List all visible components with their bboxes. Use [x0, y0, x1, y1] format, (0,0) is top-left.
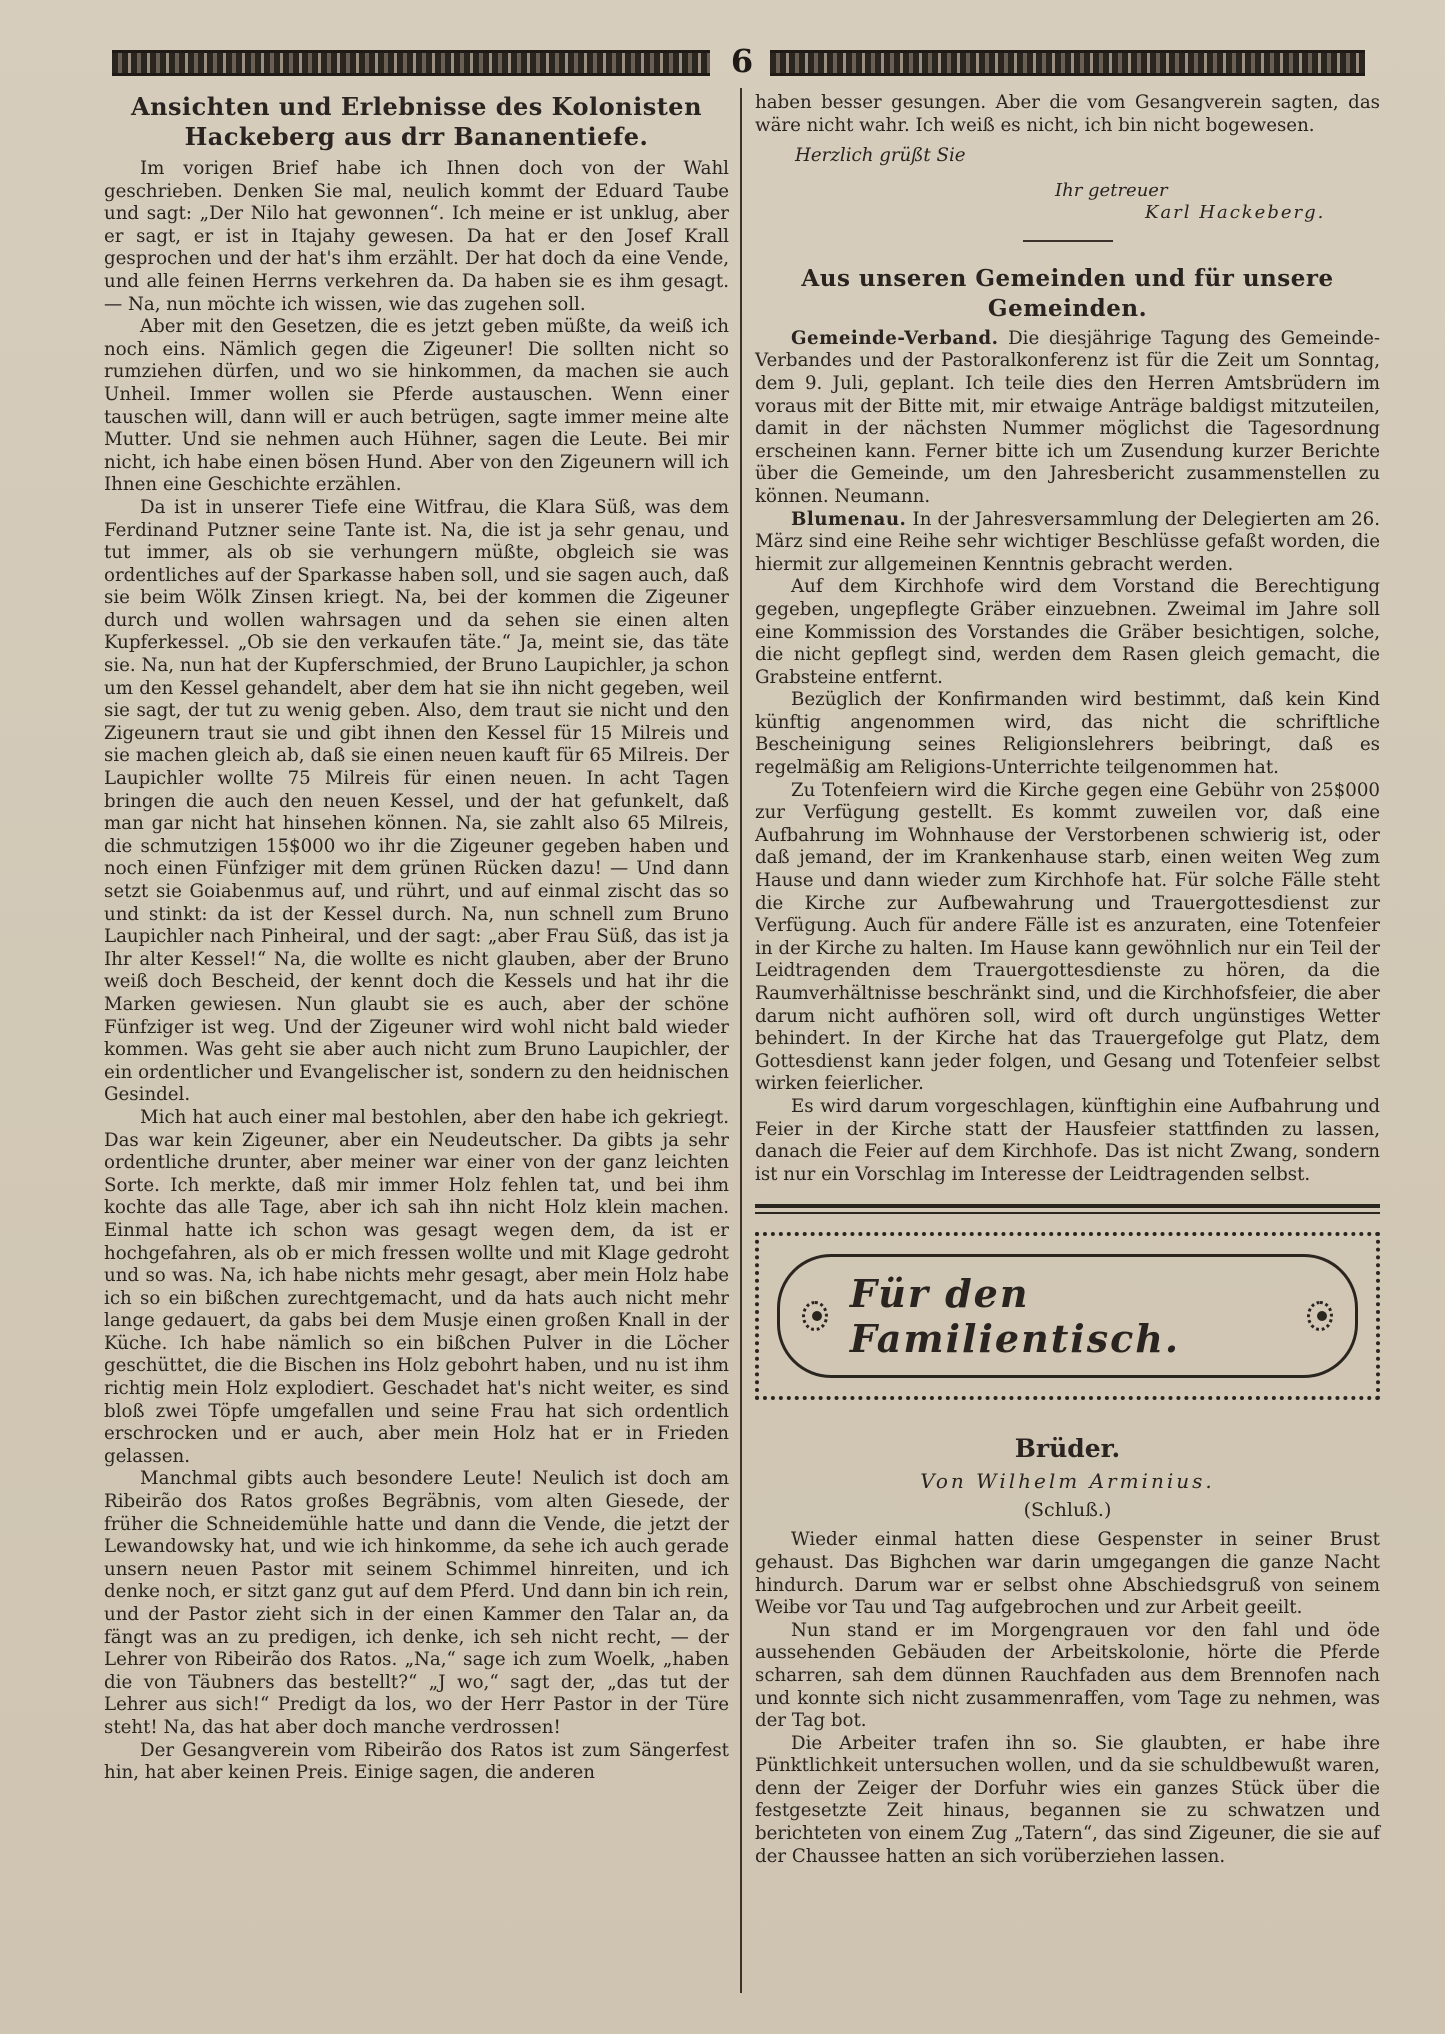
section-separator: [1023, 240, 1113, 242]
double-rule-thin: [755, 1212, 1380, 1214]
story-paragraph: Wieder einmal hatten diese Gespenster in seiner Brust gehaust. Das Bighchen war darin umgegangen die ganze Nacht hindurch. Darum war er selbst ohne Abschiedsgruß von seinem Weibe vor Tau und Tag aufgebrochen und zur Arbeit geeilt.: [755, 1529, 1380, 1619]
community-item: [755, 328, 1380, 509]
article-paragraph: Im vorigen Brief habe ich Ihnen doch von der Wahl geschrieben. Denken Sie mal, neulich kommt der Eduard Taube und sagt: „Der Nilo hat gewonnen“. Ich meine er ist unklug, aber er sagt, er ist in Itajahy gewesen. Da hat er den Josef Krall gesprochen und der hat's ihm erzählt. Der hat doch da eine Vende, und alle feinen Herrns verkehren da. Da haben sie es ihm gesagt. — Na, nun möchte ich wissen, wie das zugehen soll.: [104, 158, 729, 315]
header-ornament-right: [770, 50, 1365, 76]
column-divider: [740, 88, 742, 1993]
article-paragraph: Aber mit den Gesetzen, die es jetzt geben müßte, da weiß ich noch eins. Nämlich gegen die Zigeuner! Die sollten nicht so rumziehen dürfen, und wo sie hinkommen, da machen sie auch Unheil. Immer wollen sie Pferde austauschen. Wenn einer tauschen will, dann will er auch betrügen, sagte immer meine alte Mutter. Und sie nehmen auch Hühner, sagen die Leute. Bei mir nicht, ich habe einen bösen Hund. Aber von den Zigeunern will ich Ihnen eine Geschichte erzählen.: [104, 316, 729, 496]
item-lead: Blumenau.: [791, 508, 907, 530]
right-column: [755, 92, 1380, 1868]
letter-greeting: Herzlich grüßt Sie: [795, 145, 966, 167]
family-table-frame: [777, 1254, 1358, 1378]
left-column: [104, 92, 729, 1785]
story-paragraph: Die Arbeiter trafen ihn so. Sie glaubten, er habe ihre Pünktlichkeit untersuchen wollen, und da sie schuldbewußt waren, denn der Zeiger der Dorfuhr wies ein ganzes Stück über die festgesetzte Zeit hinaus, begannen sie zu schwatzen und berichteten von einem Zug „Tatern“, das sind Zigeuner, die sie auf der Chaussee hatten an sich vorüberziehen lassen.: [755, 1732, 1380, 1867]
item-text: Die diesjährige Tagung des Gemeinde-Verbandes und der Pastoralkonferenz ist für die Zeit um Sonntag, dem 9. Juli, geplant. Ich teile dies den Herren Amtsbrüdern im voraus mit der Bitte mit, mir etwaige Anträge baldigst mitzuteilen, damit in der nächsten Nummer möglichst die Tagesordnung erscheinen kann. Ferner bitte ich um Zusendung kurzer Berichte über die Gemeinde, um den Jahresbericht zusammenstellen zu können. Neumann.: [755, 327, 1380, 507]
story-author: Von Wilhelm Arminius.: [920, 1469, 1215, 1494]
article-paragraph: Der Gesangverein vom Ribeirão dos Ratos ist zum Sängerfest hin, hat aber keinen Preis. Einige sagen, die anderen: [104, 1739, 729, 1784]
community-item: Es wird darum vorgeschlagen, künftighin eine Aufbahrung und Feier in der Kirche statt der Hausfeier stattfinden zu lassen, danach die Feier auf dem Kirchhofe. Das ist nicht Zwang, sondern ist nur ein Vorschlag im Interesse der Leidtragenden selbst.: [755, 1095, 1380, 1185]
letter-signature: Karl Hackeberg.: [1145, 201, 1326, 223]
community-item: Auf dem Kirchhofe wird dem Vorstand die Berechtigung gegeben, ungepflegte Gräber einzuebnen. Zweimal im Jahre soll eine Kommission des Vorstandes die Gräber besichtigen, solche, die nicht gepflegt sind, werden dem Rasen gleich gemacht, die Grabsteine entfernt.: [755, 576, 1380, 688]
article-paragraph: Manchmal gibts auch besondere Leute! Neulich ist doch am Ribeirão dos Ratos großes Begräbnis, vom alten Giesede, der früher die Schneidemühle hatte und dann die Vende, die jetzt der Lewandowsky hat, und wie ich hinkomme, da sehe ich auch gerade unsern neuen Pastor mit seinem Schimmel hinreiten, und ich denke noch, er sitzt ganz gut auf dem Pferd. Und dann bin ich rein, und der Pastor zieht sich in der einen Kammer den Talar an, da fängt was an zu predigen, ich denke, ich seh nicht recht, — der Lehrer von Ribeirão dos Ratos. „Na,“ sage ich zum Woelk, „haben die von Täubners das bestellt?“ „J wo,“ sagt der, „das tut der Lehrer aus sich!“ Predigt da los, wo der Herr Pastor in der Türe steht! Na, das hat aber doch manche verdrossen!: [104, 1468, 729, 1738]
family-table-header-box: [755, 1232, 1380, 1400]
community-item: Zu Totenfeiern wird die Kirche gegen eine Gebühr von 25$000 zur Verfügung gestellt. Es kommt zuweilen vor, daß eine Aufbahrung im Wohnhause der Verstorbenen schwierig ist, oder daß jemand, der im Krankenhause starb, einen weiten Weg zum Hause und dann wieder zum Kirchhofe hat. Für solche Fälle steht die Kirche zur Aufbewahrung und Trauergottesdienst zur Verfügung. Auch für andere Fälle ist es anzuraten, eine Totenfeier in der Kirche zu halten. Im Hause kann gewöhnlich nur ein Teil der Leidtragenden dem Trauergottesdienste zu hören, da die Raumverhältnisse beschränkt sind, und die Kirchhofsfeier, die aber darum nicht aufhören soll, wird oft durch ungünstiges Wetter behindert. In der Kirche hat das Trauergefolge gut Platz, dem Gottesdienst kann jeder folgen, und Gesang und Totenfeier selbst wirken feierlicher.: [755, 779, 1380, 1095]
story-title: Brüder.: [1014, 1434, 1121, 1464]
article-paragraph: Mich hat auch einer mal bestohlen, aber den habe ich gekriegt. Das war kein Zigeuner, aber ein Neudeutscher. Da gibts ja sehr ordentliche drunter, aber meiner war einer von der ganz leichten Sorte. Ich merkte, daß mir immer Holz fehlen tat, und bei ihm kochte das alle Tage, aber ich sah ihn nicht Holz klein machen. Einmal hatte ich schon was gesagt wegen dem, da ist er hochgefahren, als ob er mich fressen wollte und mit Klage gedroht und so was. Na, ich habe nichts mehr gesagt, aber mein Holz habe ich so ein bißchen zurechtgemacht, und da hats auch nicht mehr lange gedauert, da gabs bei dem Musje einen großen Knall in der Küche. Ich habe nämlich so ein bißchen Pulver in die Löcher geschüttet, die die Bischen ins Holz gebohrt haben, und nu ist ihm richtig mein Holz explodiert. Geschadet hat's nicht weiter, es sind bloß zwei Töpfe umgefallen und seine Frau hat sich ordentlich erschrocken und er auch, aber mein Holz hat er in Frieden gelassen.: [104, 1106, 729, 1467]
article-continuation: haben besser gesungen. Aber die vom Gesangverein sagten, das wäre nicht wahr. Ich weiß es nicht, ich bin nicht bogewesen.: [755, 92, 1380, 136]
article-title: Ansichten und Erlebnisse des Kolonisten Hackeberg aus drr Bananentiefe.: [130, 92, 703, 151]
double-rule-thick: [755, 1204, 1380, 1208]
header-ornament-left: [112, 50, 710, 76]
rosette-icon: [1307, 1301, 1333, 1331]
rosette-icon: [802, 1301, 828, 1331]
item-lead: Gemeinde-Verband.: [791, 327, 999, 349]
letter-signoff: Ihr getreuer: [1055, 179, 1168, 201]
communities-section-title: Aus unseren Gemeinden und für unsere Gemeinden.: [801, 264, 1334, 322]
article-paragraph: Da ist in unserer Tiefe eine Witfrau, die Klara Süß, was dem Ferdinand Putzner seine Tante ist. Na, die ist ja sehr genau, und tut immer, als ob sie verhungern müßte, obgleich sie was ordentliches auf der Sparkasse haben soll, und sie sagen auch, daß sie beim Wölk Zinsen kriegt. Na, bei der kommen die Zigeuner durch und wollen wahrsagen und da sehen sie einen alten Kupferkessel. „Ob sie den verkaufen täte.“ Ja, meint sie, das täte sie. Na, nun hat der Kupferschmied, der Bruno Laupichler, ja schon um den Kessel gehandelt, aber dem hat sie ihn nicht gegeben, weil sie sagt, der tut zu wenig geben. Also, dem traut sie nicht und den Zigeunern traut sie und gibt ihnen den Kessel für 15 Milreis und sie machen gleich ab, daß sie einen neuen kauft für 65 Milreis. Der Laupichler wollte 75 Milreis für einen neuen. In acht Tagen bringen die auch den neuen Kessel, und der hat gefunkelt, daß man gar nicht hat hinsehen können. Na, sie zahlt also 65 Milreis, die schmutzigen 15$000 wo ihr die Zigeuner gegeben haben und noch einen Fünfziger mit dem grünen Rücken dazu! — Und dann setzt sie Goiabenmus auf, und rührt, und auf einmal zischt das so und stinkt: da ist der Kessel durch. Na, nun schnell zum Bruno Laupichler nach Pinheiral, und der sagt: „aber Frau Süß, das ist ja Ihr alter Kessel!“ Na, die wollte es nicht glauben, aber der Bruno weiß doch Bescheid, der kennt doch die Kessels und hat ihr die Marken gewiesen. Nun glaubt sie es auch, aber der schöne Fünfziger ist weg. Und der Zigeuner wird wohl nicht bald wieder kommen. Was geht sie aber auch nicht zum Bruno Laupichler, der ein ordentlicher und Evangelischer ist, sondern zu den heidnischen Gesindel.: [104, 496, 729, 1106]
community-item: [755, 509, 1380, 577]
story-note: (Schluß.): [1023, 1499, 1112, 1522]
story-paragraph: Nun stand er im Morgengrauen vor den fahl und öde aussehenden Gebäuden der Arbeitskolonie, hörte die Pferde scharren, sah dem dünnen Rauchfaden aus dem Brennofen nach und konnte sich nicht zusammenraffen, vom Tage zu nehmen, was der Tag bot.: [755, 1619, 1380, 1732]
page-number: 6: [730, 42, 754, 80]
item-text: In der Jahresversammlung der Delegierten am 26. März sind eine Reihe sehr wichtiger Beschlüsse gefaßt worden, die hiermit zur allgemeinen Kenntnis gebracht werden.: [755, 508, 1380, 575]
community-item: Bezüglich der Konfirmanden wird bestimmt, daß kein Kind künftig angenommen wird, das nicht die schriftliche Bescheinigung seines Religionslehrers beibringt, daß es regelmäßig am Religions-Unterrichte teilgenommen hat.: [755, 689, 1380, 779]
family-table-title: Für den Familientisch.: [849, 1271, 1181, 1362]
